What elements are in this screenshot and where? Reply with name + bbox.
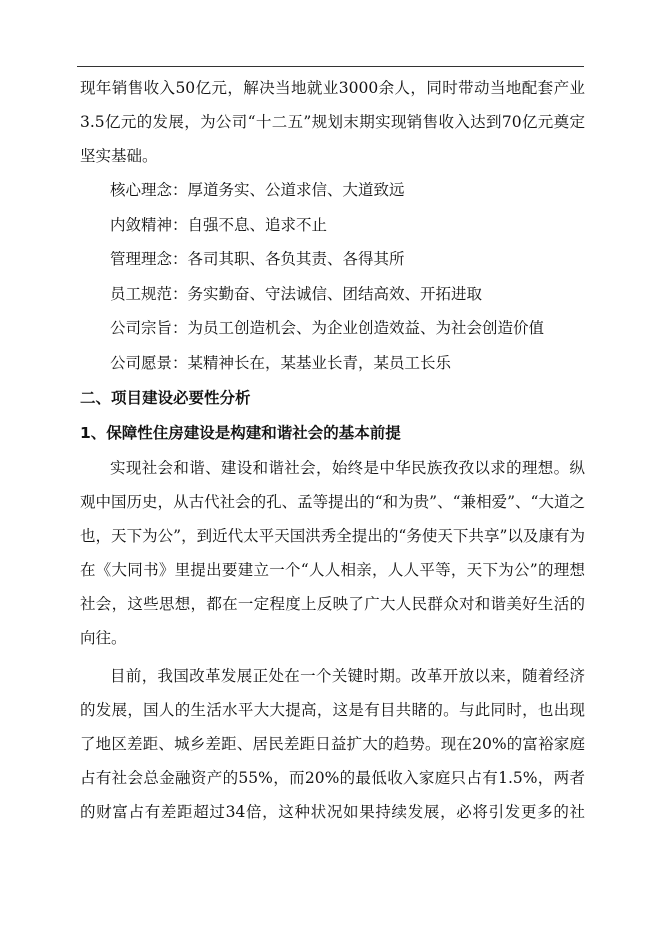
principle-vision xyxy=(80,346,585,381)
text-line: 坚实基础。 xyxy=(80,147,158,165)
principle-text: 各司其职、各负其责、各得其所 xyxy=(187,250,405,269)
principle-text: 务实勤奋、守法诚信、团结高效、开拓进取 xyxy=(187,284,483,303)
text-line: 在《大同书》里提出要建立一个“人人相亲，人人平等，天下为公”的理想 xyxy=(80,560,585,579)
text-line: 了地区差距、城乡差距、居民差距日益扩大的趋势。现在20%的富裕家庭 xyxy=(80,734,585,753)
principle-label: 内敛精神： xyxy=(110,215,188,234)
text-line: 现年销售收入50亿元，解决当地就业3000余人，同时带动当地配套产业 xyxy=(80,79,585,97)
text-line: 社会，这些思想，都在一定程度上反映了广大人民群众对和谐美好生活的 xyxy=(80,594,585,613)
principle-label: 核心理念： xyxy=(110,181,188,199)
subsection-heading: 1、保障性住房建设是构建和谐社会的基本前提 xyxy=(80,423,401,442)
principle-label: 公司宗旨： xyxy=(110,319,188,338)
section-heading: 二、项目建设必要性分析 xyxy=(80,388,251,407)
text-line: 3.5亿元的发展，为公司“十二五”规划末期实现销售收入达到70亿元奠定 xyxy=(80,113,585,131)
principle-label: 公司愿景： xyxy=(110,353,188,372)
text-line: 的财富占有差距超过34倍，这种状况如果持续发展，必将引发更多的社 xyxy=(80,802,585,821)
principle-text: 厚道务实、公道求信、大道致远 xyxy=(187,181,405,199)
paragraph-reform xyxy=(80,659,585,829)
document-body xyxy=(80,71,585,829)
principle-spirit xyxy=(80,208,585,243)
text-line: 的发展，国人的生活水平大大提高，这是有目共睹的。与此同时，也出现 xyxy=(80,700,585,719)
principle-purpose xyxy=(80,311,585,346)
intro-paragraph xyxy=(80,71,585,173)
principle-text: 为员工创造机会、为企业创造效益、为社会创造价值 xyxy=(187,319,545,338)
principle-label: 员工规范： xyxy=(110,284,188,303)
text-line: 占有社会总金融资产的55%，而20%的最低收入家庭只占有1.5%，两者 xyxy=(80,768,585,787)
text-line: 也，天下为公”，到近代太平天国洪秀全提出的“务使天下共享”以及康有为 xyxy=(80,526,585,545)
principle-staff xyxy=(80,277,585,312)
text-line: 观中国历史，从古代社会的孔、孟等提出的“和为贵”、“兼相爱”、“大道之 xyxy=(80,492,585,511)
text-line: 向往。 xyxy=(80,628,127,647)
principle-core xyxy=(80,173,585,208)
text-line: 目前，我国改革发展正处在一个关键时期。改革开放以来，随着经济 xyxy=(110,666,585,685)
text-line: 实现社会和谐、建设和谐社会，始终是中华民族孜孜以求的理想。纵 xyxy=(110,458,585,477)
principle-label: 管理理念： xyxy=(110,250,188,269)
principle-text: 某精神长在，某基业长青，某员工长乐 xyxy=(187,353,452,372)
header-rule xyxy=(77,66,584,67)
paragraph-harmony xyxy=(80,451,585,655)
principles-list xyxy=(80,173,585,381)
principle-management xyxy=(80,242,585,277)
principle-text: 自强不息、追求不止 xyxy=(187,215,328,234)
